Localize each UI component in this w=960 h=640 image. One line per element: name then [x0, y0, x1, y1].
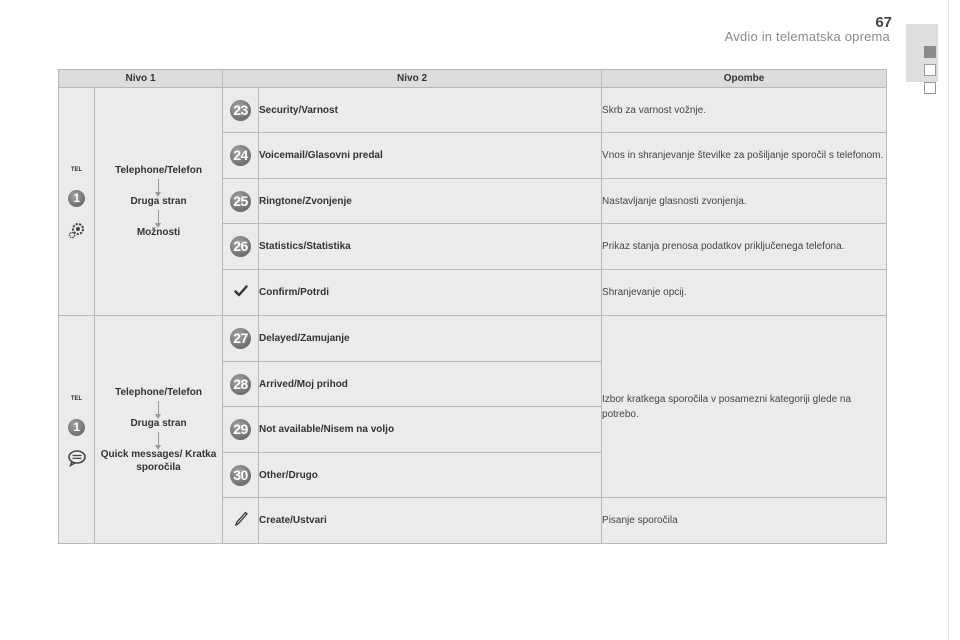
menu-item-note: Nastavljanje glasnosti zvonjenja.: [602, 179, 887, 224]
menu-item-name: Statistics/Statistika: [259, 224, 602, 270]
level1-icons: [59, 316, 95, 544]
chapter-marker: [924, 64, 936, 76]
step-badge: 25: [230, 191, 251, 212]
header-level2: Nivo 2: [223, 70, 602, 88]
menu-item-name: Other/Drugo: [259, 453, 602, 498]
menu-table: [58, 69, 887, 544]
path-step: Telephone/Telefon: [115, 165, 202, 176]
menu-item-name: Delayed/Zamujanje: [259, 316, 602, 362]
menu-item-note: Pisanje sporočila: [602, 498, 887, 544]
page-edge-rule: [948, 0, 949, 640]
down-arrow-icon: [158, 432, 159, 446]
step-badge: 29: [230, 419, 251, 440]
step-badge: 26: [230, 236, 251, 257]
step-badge: 28: [230, 374, 251, 395]
shared-note: Izbor kratkega sporočila v posamezni kategoriji glede na potrebo.: [602, 316, 887, 498]
path-step: Druga stran: [130, 196, 187, 207]
menu-item-note: Vnos in shranjevanje številke za pošiljanje sporočil s telefonom.: [602, 133, 887, 179]
message-bubble-icon: [67, 449, 87, 467]
tel-button-icon: TEL: [70, 167, 83, 173]
header-notes: Opombe: [602, 70, 887, 88]
down-arrow-icon: [158, 179, 159, 193]
down-arrow-icon: [158, 210, 159, 224]
step-badge: 1: [68, 190, 85, 207]
checkmark-icon: [234, 285, 248, 297]
level1-icons: [59, 88, 95, 316]
down-arrow-icon: [158, 401, 159, 415]
menu-item-name: Create/Ustvari: [259, 498, 602, 544]
menu-item-note: Prikaz stanja prenosa podatkov priključenega telefona.: [602, 224, 887, 270]
path-step: Druga stran: [130, 417, 187, 429]
step-badge: 24: [230, 145, 251, 166]
settings-gear-icon: [67, 220, 87, 240]
menu-item-name: Not available/Nisem na voljo: [259, 407, 602, 453]
step-badge: 23: [230, 100, 251, 121]
table-row: [59, 88, 887, 133]
table-row: [59, 316, 887, 362]
pen-icon: [234, 511, 248, 527]
path-step: Quick messages/ Kratka sporočila: [100, 448, 217, 473]
chapter-marker-active: [924, 46, 936, 58]
menu-item-note: Skrb za varnost vožnje.: [602, 88, 887, 133]
section-title: Avdio in telematska oprema: [724, 29, 890, 44]
menu-item-name: Ringtone/Zvonjenje: [259, 179, 602, 224]
path-step: Telephone/Telefon: [115, 386, 202, 398]
table-header-row: [59, 70, 887, 88]
menu-item-name: Voicemail/Glasovni predal: [259, 133, 602, 179]
step-badge: 27: [230, 328, 251, 349]
chapter-marker: [924, 82, 936, 94]
menu-item-name: Security/Varnost: [259, 88, 602, 133]
level1-path: [95, 316, 223, 544]
header-level1: Nivo 1: [59, 70, 223, 88]
step-badge: 30: [230, 465, 251, 486]
menu-item-name: Confirm/Potrdi: [259, 270, 602, 316]
menu-item-note: Shranjevanje opcij.: [602, 270, 887, 316]
path-step: Možnosti: [136, 227, 181, 238]
chapter-markers: [906, 24, 938, 624]
level1-path: [95, 88, 223, 316]
menu-item-name: Arrived/Moj prihod: [259, 362, 602, 407]
step-badge: 1: [68, 419, 85, 436]
tel-button-icon: TEL: [70, 396, 83, 402]
page-number: 67: [875, 14, 892, 31]
